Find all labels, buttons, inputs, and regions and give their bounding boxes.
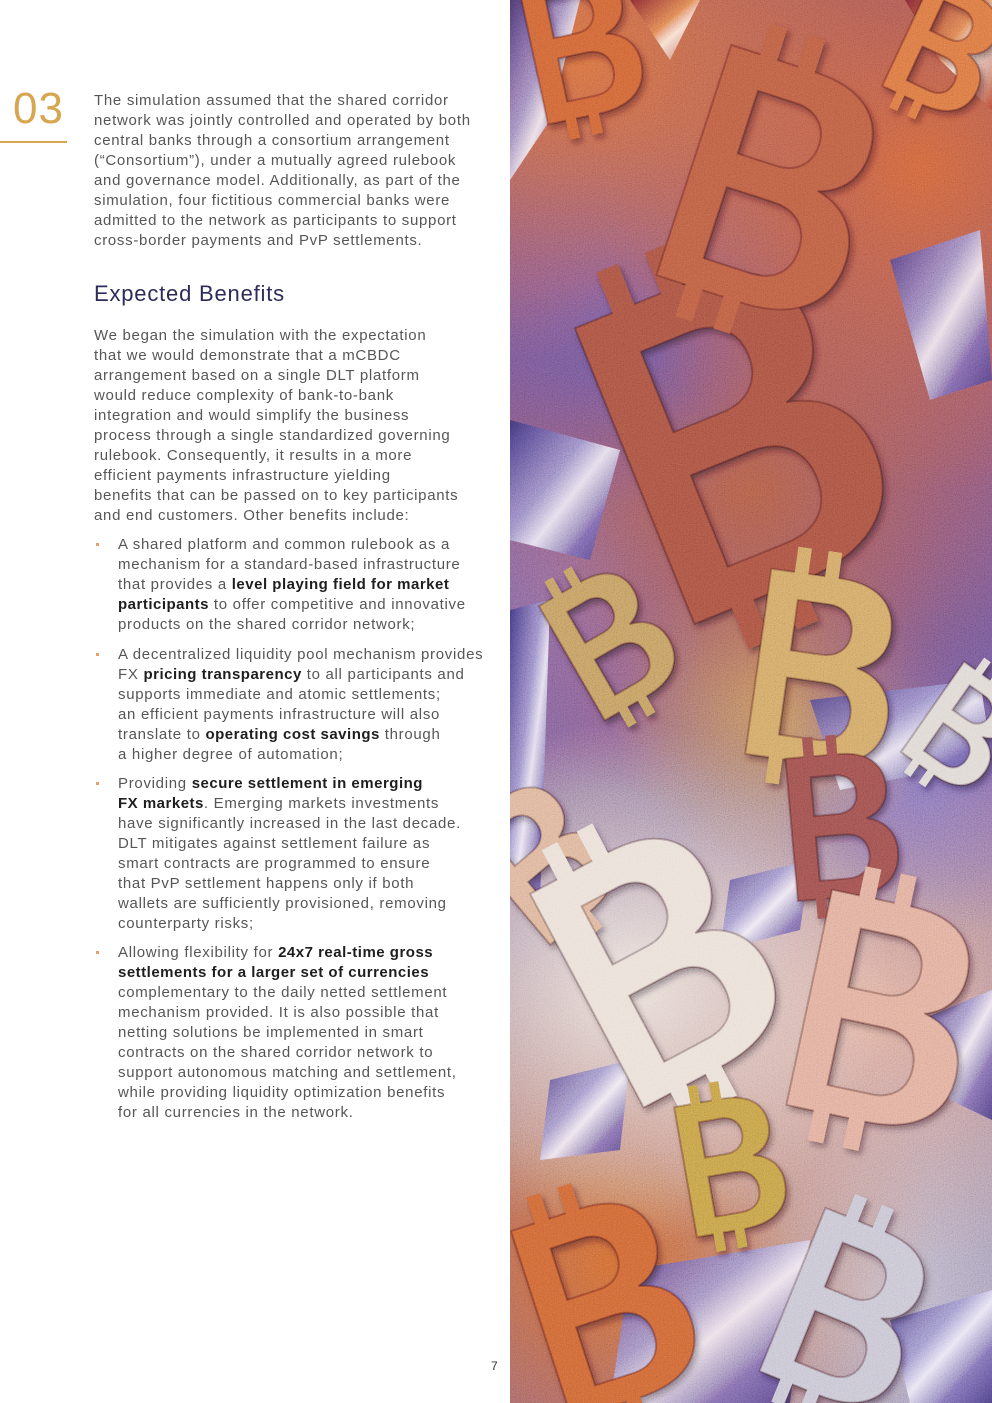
- section-heading: Expected Benefits: [94, 281, 285, 306]
- bullet-marker: [96, 543, 99, 546]
- benefit-list-item: [118, 943, 457, 1123]
- section-number-underline: [0, 141, 67, 143]
- section-number: 03: [13, 84, 64, 133]
- benefit-text: A shared platform and common rulebook as a mechanism for a standard-based infrastructure that provides a: [118, 536, 461, 593]
- bullet-marker: [96, 782, 99, 785]
- benefit-text: Providing: [118, 775, 192, 792]
- benefit-text: A decentralized liquidity pool mechanism provides FX: [118, 646, 484, 683]
- bitcoin-collage-illustration: [510, 0, 992, 1403]
- benefit-text: Allowing flexibility for: [118, 944, 279, 961]
- benefit-text: . Emerging markets investments have significantly increased in the last decade. DLT mitigates against settlement failure as smart contracts are programmed to ensure that PvP settlement happens only if both wallets are sufficiently provisioned, removing counterparty risks;: [118, 795, 461, 932]
- glitter-texture: [510, 0, 992, 1403]
- benefit-list-item: [118, 774, 461, 934]
- benefit-text: to all participants and supports immediate and atomic settlements; an efficient payments infrastructure will also translate to: [118, 666, 465, 743]
- intro-paragraph: The simulation assumed that the shared corridor network was jointly controlled and operated by both central banks through a consortium arrangement (“Consortium”), under a mutually agreed rulebook and governance model. Additionally, as part of the simulation, four fictitious commercial banks were admitted to the network as participants to support cross-border payments and PvP settlements.: [94, 92, 471, 249]
- benefit-list-item: [118, 535, 466, 635]
- benefit-text: through a higher degree of automation;: [118, 726, 441, 763]
- bullet-marker: [96, 951, 99, 954]
- benefit-text: complementary to the daily netted settlement mechanism provided. It is also possible that netting solutions be implemented in smart contracts on the shared corridor network to support autonomous matching and settlement, while providing liquidity optimization benefits for all currencies in the network.: [118, 984, 457, 1121]
- benefit-list-item: [118, 645, 483, 765]
- page-number: 7: [491, 1359, 498, 1373]
- benefit-text: to offer competitive and innovative products on the shared corridor network;: [118, 596, 466, 633]
- benefit-emphasis: pricing transparency: [143, 666, 302, 683]
- benefits-lead-paragraph: We began the simulation with the expectation that we would demonstrate that a mCBDC arrangement based on a single DLT platform would reduce complexity of bank-to-bank integration and would simplify the business process through a single standardized governing rulebook. Consequently, it results in a more efficient payments infrastructure yielding benefits that can be passed on to key participants and end customers. Other benefits include:: [94, 327, 459, 524]
- benefit-emphasis: secure settlement in emerging FX markets: [118, 775, 423, 812]
- benefit-emphasis: operating cost savings: [205, 726, 380, 743]
- bitcoin-collage-photo: [510, 0, 992, 1403]
- benefit-emphasis: level playing field for market participants: [118, 576, 450, 613]
- benefit-emphasis: 24x7 real-time gross settlements for a larger set of currencies: [118, 944, 434, 981]
- bullet-marker: [96, 653, 99, 656]
